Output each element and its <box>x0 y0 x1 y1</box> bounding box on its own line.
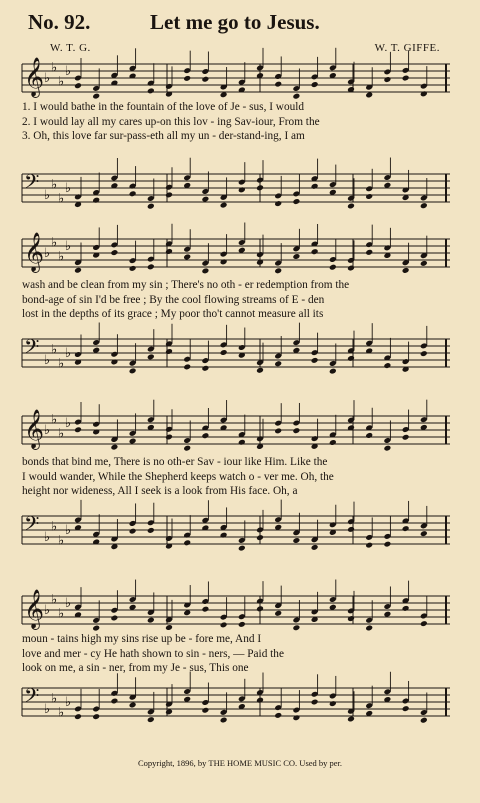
words-credit: W. T. G. <box>50 42 91 54</box>
svg-text:♭: ♭ <box>58 249 65 265</box>
lyric-line: 1. I would bathe in the fountain of the love of Je - sus, I would <box>22 101 305 113</box>
svg-text:𝄢: 𝄢 <box>24 512 40 541</box>
svg-text:𝄞: 𝄞 <box>24 56 45 97</box>
svg-text:♭: ♭ <box>65 64 72 79</box>
lyric-line: bond-age of sin I'd be free ; By the cool flowing streams of E - den <box>22 293 325 306</box>
svg-text:♭: ♭ <box>44 603 51 618</box>
svg-text:♭: ♭ <box>65 695 72 710</box>
svg-text:♭: ♭ <box>65 596 72 611</box>
treble-staff-drawing <box>22 408 450 449</box>
svg-text:𝄢: 𝄢 <box>24 335 40 364</box>
svg-text:♭: ♭ <box>51 342 58 358</box>
music-system-2 <box>22 231 450 395</box>
verse-lines <box>22 278 450 322</box>
bass-staff-drawing <box>22 684 450 720</box>
verse-lines <box>22 632 450 676</box>
svg-text:♭: ♭ <box>58 191 65 207</box>
copyright-notice: Copyright, 1896, by THE HOME MUSIC CO. Used by per. <box>137 758 343 768</box>
bass-staff-drawing <box>22 170 450 206</box>
music-system-1 <box>22 56 450 220</box>
treble-staff <box>22 231 450 272</box>
svg-text:♭: ♭ <box>58 74 65 90</box>
svg-text:♭: ♭ <box>58 533 65 549</box>
hymn-number: No. 92. <box>28 10 91 34</box>
bass-staff <box>22 512 450 548</box>
lyric-line: I would wander, While the Shepherd keeps watch o - ver me. Oh, the <box>22 470 334 483</box>
svg-text:♭: ♭ <box>58 426 65 442</box>
treble-staff <box>22 56 450 97</box>
treble-staff-drawing <box>22 56 450 97</box>
svg-text:♭: ♭ <box>44 188 51 203</box>
svg-text:𝄞: 𝄞 <box>24 231 45 272</box>
svg-text:♭: ♭ <box>44 702 51 717</box>
svg-text:♭: ♭ <box>51 235 58 251</box>
svg-text:♭: ♭ <box>65 346 72 361</box>
lyric-line: height nor wideness, All I seek is a look from His face. Oh, a <box>22 485 298 497</box>
svg-text:♭: ♭ <box>51 592 58 608</box>
verse-lines <box>22 100 450 144</box>
svg-text:𝄞: 𝄞 <box>24 408 45 449</box>
verse-lines <box>22 455 450 499</box>
bass-staff-drawing <box>22 512 450 548</box>
svg-text:♭: ♭ <box>51 519 58 535</box>
svg-text:♭: ♭ <box>51 691 58 707</box>
svg-text:♭: ♭ <box>51 412 58 428</box>
svg-text:♭: ♭ <box>58 705 65 721</box>
svg-text:♭: ♭ <box>65 181 72 196</box>
treble-staff <box>22 588 450 629</box>
bass-staff-drawing <box>22 335 450 371</box>
hymn-title: Let me go to Jesus. <box>150 10 320 34</box>
svg-text:♭: ♭ <box>65 239 72 254</box>
svg-text:♭: ♭ <box>44 246 51 261</box>
svg-text:♭: ♭ <box>51 177 58 193</box>
bass-staff <box>22 335 450 371</box>
svg-text:♭: ♭ <box>44 530 51 545</box>
svg-text:♭: ♭ <box>58 356 65 372</box>
svg-text:♭: ♭ <box>51 60 58 76</box>
treble-staff <box>22 408 450 449</box>
lyric-line: look on me, a sin - ner, from my Je - sus, This one <box>22 662 249 674</box>
svg-text:♭: ♭ <box>65 523 72 538</box>
hymn-header <box>0 10 480 40</box>
svg-text:𝄢: 𝄢 <box>24 170 40 199</box>
lyric-line: lost in the depths of its grace ; My poor tho't cannot measure all its <box>22 308 324 320</box>
svg-text:♭: ♭ <box>44 423 51 438</box>
music-credit: W. T. GIFFE. <box>374 42 440 54</box>
music-system-3 <box>22 408 450 572</box>
treble-staff-drawing <box>22 588 450 629</box>
svg-text:♭: ♭ <box>44 353 51 368</box>
bass-staff <box>22 170 450 206</box>
lyric-line: bonds that bind me, There is no oth-er Sav - iour like Him. Like the <box>22 456 328 468</box>
lyric-line: 2. I would lay all my cares up-on this lov - ing Sav-iour, From the <box>22 115 320 128</box>
svg-text:𝄢: 𝄢 <box>24 684 40 713</box>
music-system-4 <box>22 588 450 752</box>
svg-text:♭: ♭ <box>44 71 51 86</box>
svg-text:𝄞: 𝄞 <box>24 588 45 629</box>
svg-text:♭: ♭ <box>65 416 72 431</box>
lyric-line: moun - tains high my sins rise up be - fore me, And I <box>22 633 262 645</box>
bass-staff <box>22 684 450 720</box>
lyric-line: love and mer - cy He hath shown to sin - ners, — Paid the <box>22 647 284 660</box>
lyric-line: 3. Oh, this love far sur-pass-eth all my un - der-stand-ing, I am <box>22 130 305 142</box>
svg-text:♭: ♭ <box>58 606 65 622</box>
treble-staff-drawing <box>22 231 450 272</box>
lyric-line: wash and be clean from my sin ; There's no oth - er redemption from the <box>22 279 350 291</box>
